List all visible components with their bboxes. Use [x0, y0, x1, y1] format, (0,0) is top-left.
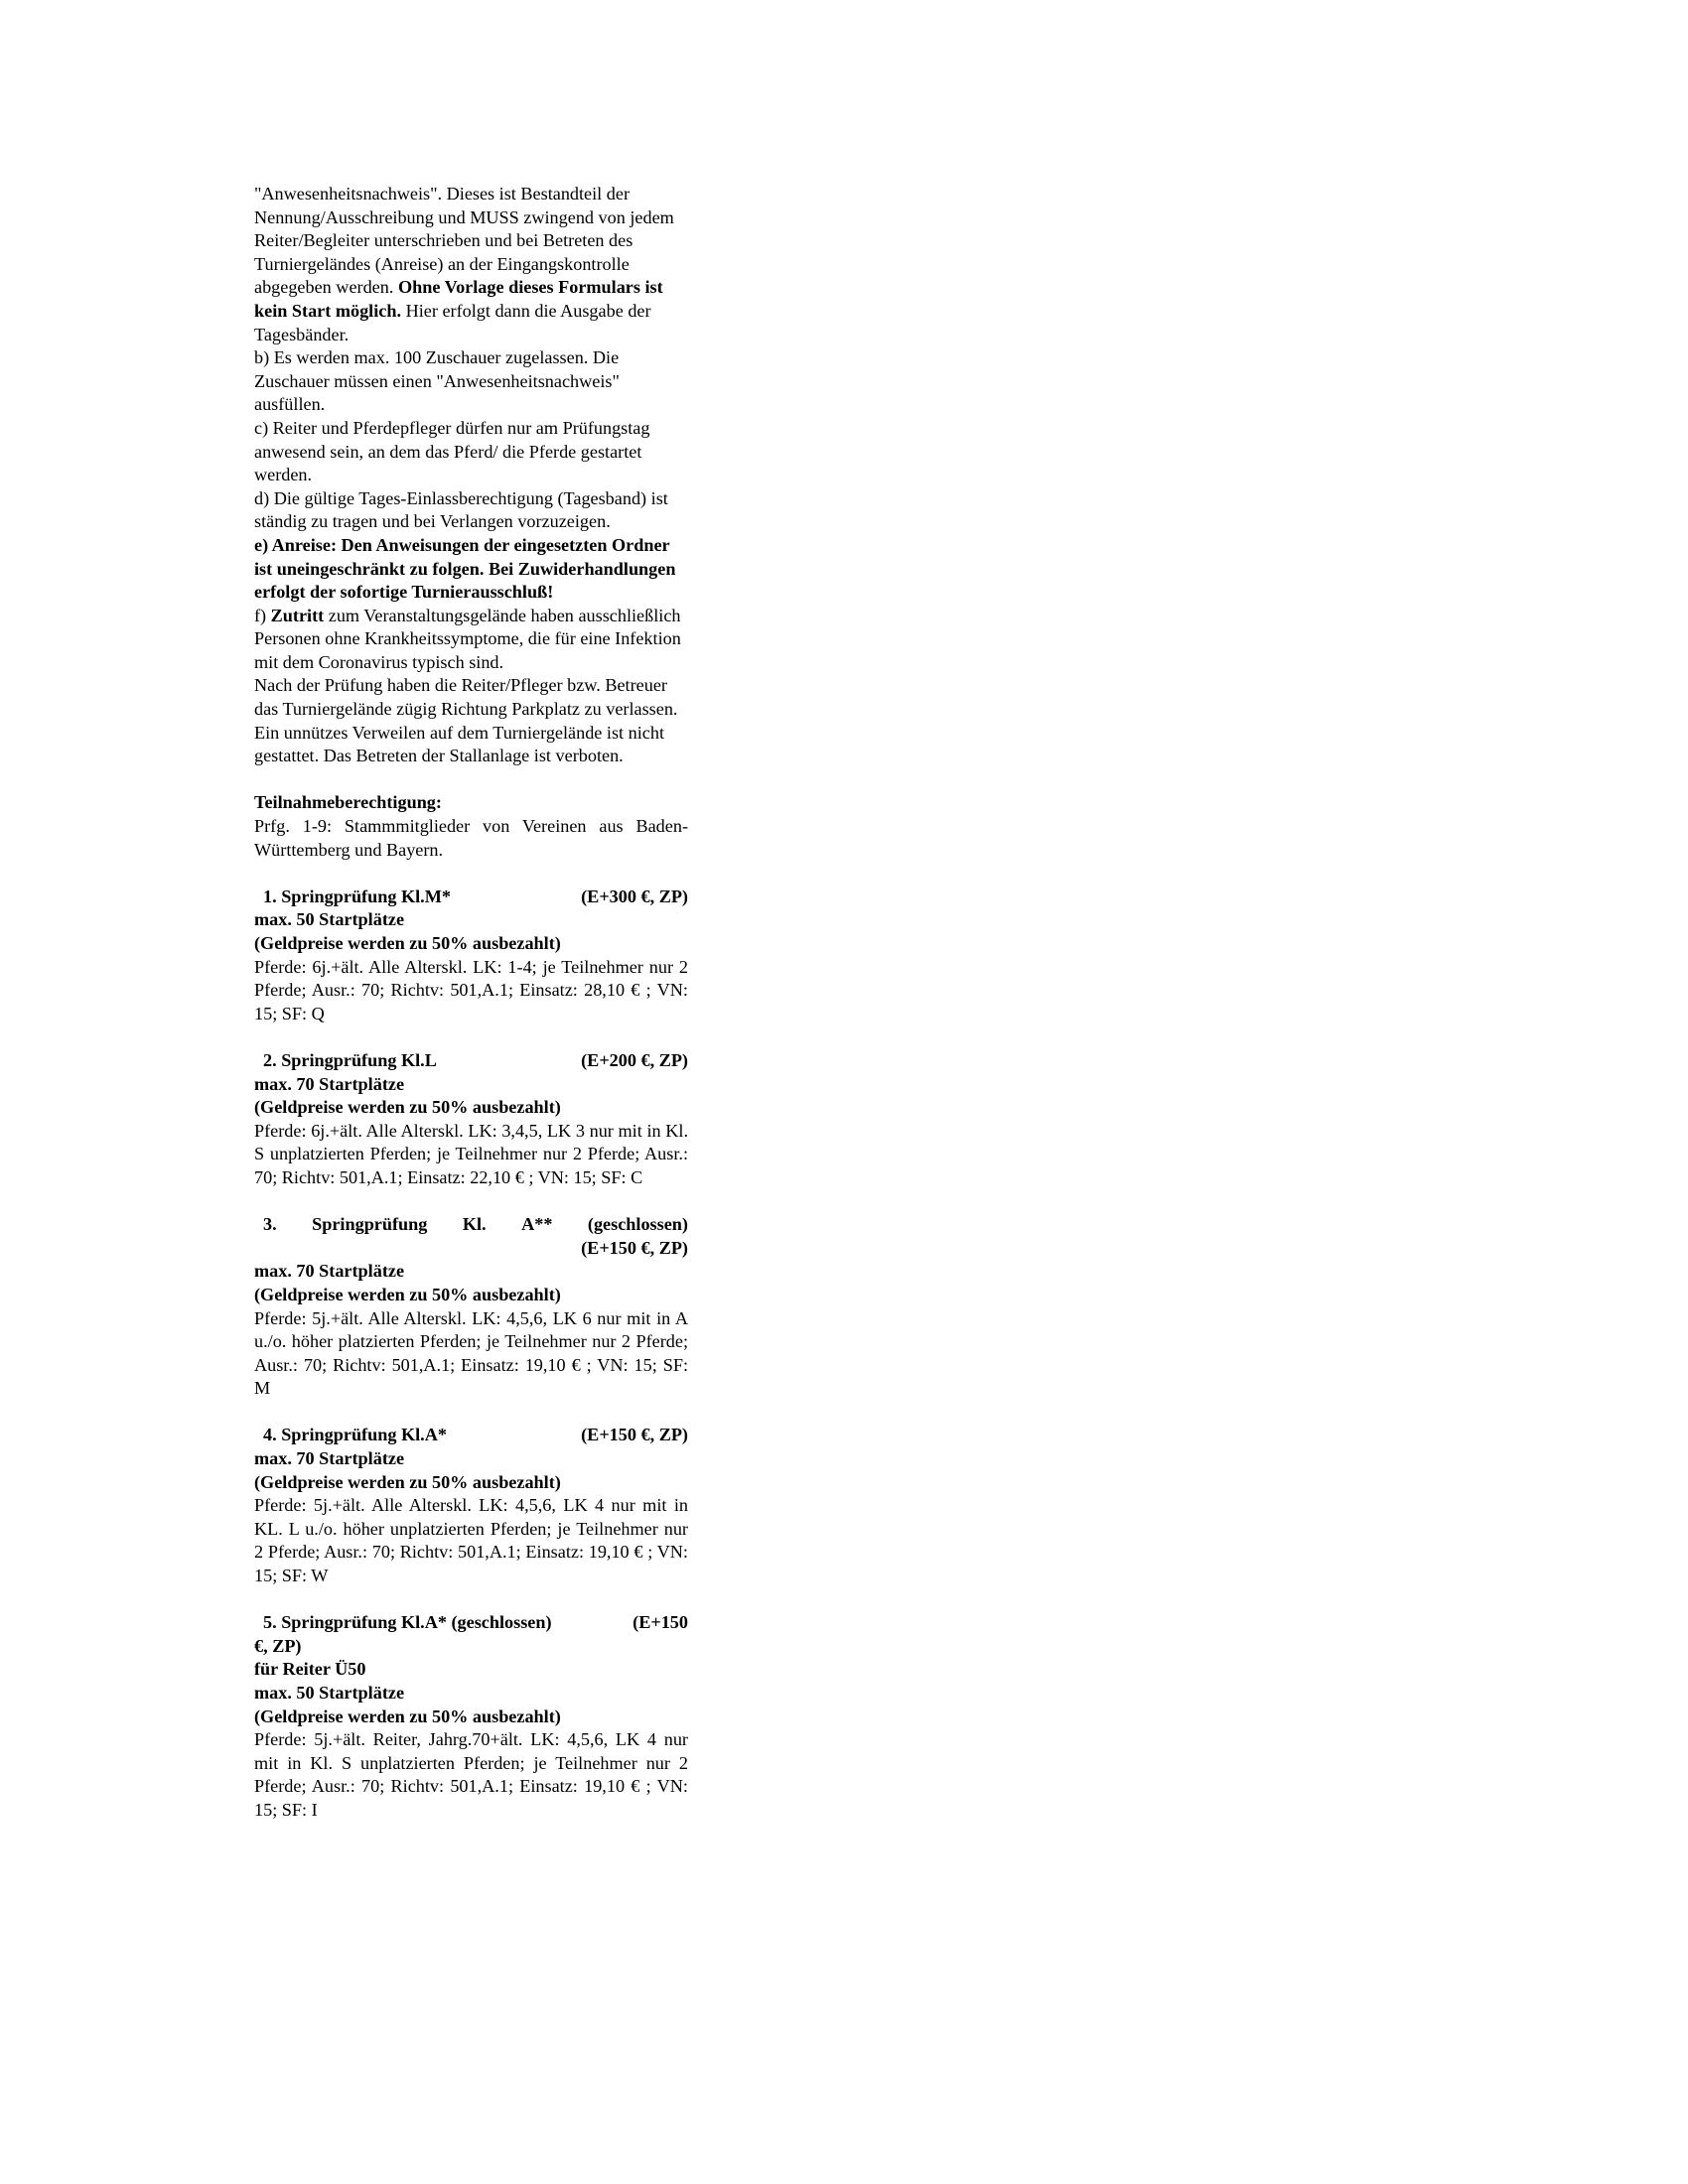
rule-c: c) Reiter und Pferdepfleger dürfen nur am Prüfungstag anwesend sein, an dem das Pferd/ die Pferde gestartet werden.: [254, 417, 650, 485]
document-column: [254, 183, 688, 1823]
competition-3-limit: max. 70 Startplätze: [254, 1261, 405, 1282]
intro-bold-text: Ohne Vorlage dieses Formulars ist kein Start möglich.: [254, 277, 663, 321]
competition-4-header: [254, 1424, 688, 1447]
competition-2-prize: (E+200 €, ZP): [581, 1049, 688, 1070]
competition-5-header: [254, 1611, 688, 1635]
competition-5: [254, 1611, 688, 1822]
competition-1-details: Pferde: 6j.+ält. Alle Alterskl. LK: 1-4; je Teilnehmer nur 2 Pferde; Ausr.: 70; Richtv: 501,A.1; Einsatz: 28,10 € ; VN: 15; SF: Q: [254, 956, 688, 1024]
competition-4-prize: (E+150 €, ZP): [581, 1425, 688, 1445]
intro-paragraph-a: [254, 183, 688, 346]
competition-5-group: für Reiter Ü50: [254, 1659, 366, 1680]
competition-5-details: Pferde: 5j.+ält. Reiter, Jahrg.70+ält. LK: 4,5,6, LK 4 nur mit in Kl. S unplatzierten Pferden; je Teilnehmer nur 2 Pferde; Ausr.: 70; Richtv: 501,A.1; Einsatz: 19,10 € ; VN: 15; SF: I: [254, 1729, 688, 1820]
competition-5-prize-continued: €, ZP): [254, 1635, 302, 1656]
competition-3: [254, 1213, 688, 1401]
competition-2-note: (Geldpreise werden zu 50% ausbezahlt): [254, 1097, 561, 1118]
competition-2-limit: max. 70 Startplätze: [254, 1073, 405, 1094]
competition-2-title: 2. Springprüfung Kl.L: [263, 1049, 437, 1070]
rule-e: e) Anreise: Den Anweisungen der eingesetzten Ordner ist uneingeschränkt zu folgen. Bei Zuwiderhandlungen erfolgt der sofortige Turnierausschluß!: [254, 534, 676, 603]
competition-3-number: 3.: [263, 1214, 277, 1235]
competition-4-note: (Geldpreise werden zu 50% ausbezahlt): [254, 1471, 561, 1492]
competition-3-title-word: A**: [521, 1214, 553, 1235]
competition-2-header: [254, 1049, 688, 1073]
competition-3-details: Pferde: 5j.+ält. Alle Alterskl. LK: 4,5,6, LK 6 nur mit in A u./o. höher platzierten Pferden; je Teilnehmer nur 2 Pferde; Ausr.: 70; Richtv: 501,A.1; Einsatz: 19,10 € ; VN: 15; SF: M: [254, 1307, 688, 1399]
rule-f-text: zum Veranstaltungsgelände haben ausschließlich Personen ohne Krankheitssymptome, die für eine Infektion mit dem Coronavirus typisch sind.: [254, 605, 681, 672]
competition-3-prize: (E+150 €, ZP): [581, 1237, 688, 1258]
competition-5-prize: (E+150: [633, 1612, 688, 1633]
competition-1-note: (Geldpreise werden zu 50% ausbezahlt): [254, 933, 561, 953]
rule-d: d) Die gültige Tages-Einlassberechtigung (Tagesband) ist ständig zu tragen und bei Verlangen vorzuzeigen.: [254, 487, 668, 532]
intro-text-tail: Hier erfolgt dann die Ausgabe der Tagesbänder.: [254, 300, 651, 344]
eligibility-text: Prfg. 1-9: Stammmitglieder von Vereinen aus Baden-Württemberg und Bayern.: [254, 816, 688, 860]
competition-2-details: Pferde: 6j.+ält. Alle Alterskl. LK: 3,4,5, LK 3 nur mit in Kl. S unplatzierten Pferden; je Teilnehmer nur 2 Pferde; Ausr.: 70; Richtv: 501,A.1; Einsatz: 22,10 € ; VN: 15; SF: C: [254, 1120, 688, 1187]
intro-text: "Anwesenheitsnachweis". Dieses ist Bestandteil der Nennung/Ausschreibung und MUSS zwingend von jedem Reiter/Begleiter unterschrieben und bei Betreten des Turniergeländes (Anreise) an der Eingangskontrolle abgegeben werden.: [254, 184, 674, 298]
rule-f-prefix: f): [254, 605, 271, 625]
competition-4-details: Pferde: 5j.+ält. Alle Alterskl. LK: 4,5,6, LK 4 nur mit in KL. L u./o. höher unplatzierten Pferden; je Teilnehmer nur 2 Pferde; Ausr.: 70; Richtv: 501,A.1; Einsatz: 19,10 € ; VN: 15; SF: W: [254, 1495, 688, 1586]
competition-1-header: [254, 886, 688, 909]
competition-3-title-word: Kl.: [462, 1214, 487, 1235]
after-competition-note: Nach der Prüfung haben die Reiter/Pfleger bzw. Betreuer das Turniergelände zügig Richtung Parkplatz zu verlassen. Ein unnützes Verweilen auf dem Turniergelände ist nicht gestattet. Das Betreten der Stallanlage ist verboten.: [254, 675, 678, 766]
competition-5-limit: max. 50 Startplätze: [254, 1683, 405, 1703]
competition-1: [254, 886, 688, 1026]
competition-3-header: [254, 1213, 688, 1237]
competition-1-prize: (E+300 €, ZP): [581, 886, 688, 906]
competition-1-limit: max. 50 Startplätze: [254, 909, 405, 930]
eligibility-heading: Teilnahmeberechtigung:: [254, 792, 442, 813]
competition-3-title-word: Springprüfung: [312, 1214, 428, 1235]
competition-3-title-word: (geschlossen): [587, 1214, 688, 1235]
rule-f-bold: Zutritt: [270, 605, 325, 625]
competition-1-title: 1. Springprüfung Kl.M*: [263, 886, 451, 906]
rule-f: [254, 605, 688, 675]
competition-4-limit: max. 70 Startplätze: [254, 1448, 405, 1469]
competition-4: [254, 1424, 688, 1587]
competition-4-title: 4. Springprüfung Kl.A*: [263, 1425, 447, 1445]
competition-3-note: (Geldpreise werden zu 50% ausbezahlt): [254, 1284, 561, 1304]
competition-5-title: 5. Springprüfung Kl.A* (geschlossen): [263, 1612, 552, 1633]
competition-5-note: (Geldpreise werden zu 50% ausbezahlt): [254, 1706, 561, 1726]
rule-b: b) Es werden max. 100 Zuschauer zugelassen. Die Zuschauer müssen einen "Anwesenheitsnachweis" ausfüllen.: [254, 347, 620, 415]
competition-2: [254, 1049, 688, 1190]
